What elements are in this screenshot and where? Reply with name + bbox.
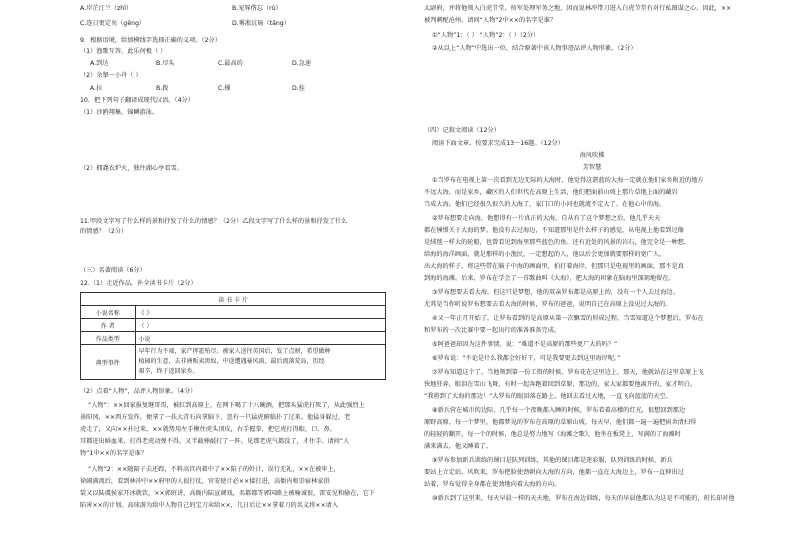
section-4-heading: （四）记叙文阅读（12分） [424, 127, 500, 134]
q9-1-option-d: D.急速 [292, 60, 312, 67]
article-line: ⑧新兵营在城市的边际，几乎每一个夜晚都入睡的时候，罗布看着高楼的灯光，很想回到那边 [432, 407, 686, 414]
carryover-line: 被判刺配沧州。请问“人物”2中××的名字是谁？ [424, 17, 557, 24]
card-value-type: 小说 [135, 332, 385, 345]
article-line: ⑩新兵到了这里来，每天早晨一样的天天地，罗布在海边训练，每天的早晨他都认为这是不可能的，班长却对他 [432, 495, 735, 502]
article-line: 当成大海。他们已经很久很久的大海了，家门口的小河也就流不定大了。在他心中的海。 [424, 201, 666, 208]
q8-option-b: B.宠辱偕忘（rǔ） [232, 5, 282, 12]
article-line: ①当罗布在电视上第一次看到无边无际的大海时，他觉得这湛蓝的大海一定就在他们家乡附近的地方 [432, 177, 704, 184]
article-line: ②罗布想要走向海，他想得有一片真正的大海。自从有了这个梦想之后，他几乎天天 [432, 215, 661, 222]
q8-option-d: D.雾凇沆砀（tǎng） [232, 20, 290, 27]
q9-2-option-d: D.拴 [292, 85, 305, 92]
article-line: ⑨罗布参加新兵训练的课目是队列训练，其他的课目都是迷彩服，队列训练的时候，新兵 [432, 457, 673, 464]
reading-intro: 阅读下面文章，按要求完成13～16题。（12分） [432, 140, 564, 147]
article-author: 芳智慧 [582, 164, 602, 171]
article-line: 尤其是当你听说罗布想要去看大海的时候，罗布的爸爸，说明自己在高原上没见过大海的。 [424, 301, 672, 308]
question-12-2: （2）点着“人物”，品评人物形象。（4分） [80, 388, 197, 395]
article-line: 要站上立定站，风吹来，罗布把脸使劲朝向大海的方向，他都一直在大海边上，罗布一直伸出过 [424, 469, 684, 476]
q8-option-a: A.岸芷汀兰（zhǐ） [80, 5, 133, 12]
article-line: ⑥罗布说：“不论是什么我都会好好干，可是我要更去到这里海岸呢。” [432, 355, 621, 362]
reading-card-title: 读 书 卡 片 [81, 293, 386, 306]
question-9-2: （2）余拏一小舟（ ） [80, 72, 142, 79]
section-3-heading: （三）名著阅读（6分） [80, 267, 146, 274]
card-event-line: 早年行为不端，家产挥霍殆尽。被家人送往英国后，发了点财，希望做种 [138, 348, 331, 355]
q9-2-option-c: C.撑 [218, 85, 231, 92]
article-line: “我将到了大海的那边！”大罗布的眼泪落在路上，他回去看过大地，一直飞向蓝蓝的天空。 [424, 393, 672, 400]
right-question-2: ②从以上“人物”中选出一位，结合原著中该人物事迹品评人物形象。（2分） [432, 45, 637, 52]
card-event-line: 植园的生意，去非洲贩卖黑奴，中途遭遇暴风雨，最后流落荒岛，历经 [138, 358, 325, 365]
character-1-line: “人物”：××回家报复继哥哥，被扛到高原上，在网下喝了十八碗酒，把那头猛虎打死了，从此强烈上 [88, 402, 365, 409]
card-value-author: （ ） [135, 319, 385, 332]
character-2-line: “人物”2：××随陪子去还踪，不料高宫内着中了××陷子的奸计，误行无礼，××在被牢上， [88, 466, 340, 473]
article-line: 原野高原。每一个梦里，他都梦见的罗布在高原的草原山坡，每天早，他们都一遍一遍把宿舍清扫得 [424, 419, 697, 426]
question-10-1: （1）沙鸥翔集，锦鳞游泳。 [80, 109, 159, 116]
article-line: 是绒毯一样大的轮船，也曾看见到海里那些蓝色的鱼。还有近处的风景的岩石，他完全是一种想， [424, 239, 691, 246]
article-line: 的轻轻的翻开，每一个的时候，他总是努力地写《海滩之歌》，他坐在板凳上，写满的了海滩时 [424, 431, 681, 438]
article-line: ③罗布想要去看大海，但这只是梦想，他的双亲罗布都是高原上的，没有一个人去过海边。 [432, 289, 679, 296]
character-2-line: 装又以陆虞侯家开冰就饮，××郭班讲，高衙内陆宣调戏，名都都等郭国路上被喻诚很，雷安见和偷在，它下 [80, 490, 375, 497]
article-line: 站着，罗布觉得全身都在使劲地向着大海的方向。 [424, 481, 561, 488]
reading-card [80, 292, 386, 380]
card-key-type: 作品类型 [81, 332, 136, 345]
article-title: 海风吹拂 [579, 152, 605, 159]
card-key-title: 小说名称 [81, 306, 136, 319]
article-line: 不远大海，而是家乡，藏区的人们世代在高原上生活，他们把面前山坡上那片草地上面的藏岩 [424, 189, 678, 196]
q9-1-option-b: B.尽头 [156, 60, 175, 67]
q9-2-option-a: A.拉 [90, 85, 103, 92]
question-9-1: （1）渔歌互答，此乐何极（ ） [80, 48, 167, 55]
character-1-line: 物”1中××的名字是谁？ [80, 450, 148, 457]
q9-1-option-c: C.最高的 [218, 60, 243, 67]
card-value-title: 《 》 [135, 306, 385, 319]
article-line: 都在憧憬关于大海的梦。他没有去过海边，不知道那里是什么样子的感觉，从电视上他看到过像 [424, 227, 684, 234]
article-line: 给海的海洋画面，就是那样的小渔民，一定想起的人，他以后会更加就要那样的宽广人， [424, 251, 666, 258]
card-key-event: 典型事件 [81, 345, 136, 380]
carryover-line: 太尉府，并将他领入白虎节堂，按军处理军务之地，因而说林冲带刀进入白虎节堂有对行私图谋之心。因此，×× [424, 5, 732, 12]
question-11-line2: 的情感？（2分） [80, 228, 128, 235]
article-line: ⑦罗布知道这个了。当他领到第一份工资的时候，罗布花在这里边上，那天，他就站在这里草原上飞 [432, 369, 704, 376]
article-line: ④又一年正月开始了，让罗布看到的是高原从第一次飘雪的形成过程，当雪知道这个梦想后，罗布在 [432, 315, 704, 322]
question-9: 9．根据语境，给加横线字选择正确的义项。（2分） [80, 37, 221, 44]
card-key-author: 作 者 [81, 319, 136, 332]
question-11-line1: 11.甲段文字写了什么样的景和抒发了什么的情感？（2分）乙段文字写了什么样的景和抒发了什么 [80, 218, 348, 225]
character-1-line: 虎走了，又向××扑过来，××就势用左手揪住虎头顶皮，右手握拳，把它虎打得眼、口、鼻、 [80, 426, 336, 433]
q9-1-option-a: A.到达 [90, 60, 109, 67]
q8-option-c: C.连日更定矣（gēng） [80, 20, 146, 27]
article-line: 到海的海滩。后来，罗布在学会了一首歌曲叫《大海》，把大海的印象在脑海里深刻地留在。 [424, 275, 675, 282]
question-10-2: （2）拥毳衣炉火，独往湖心亭看雪。 [80, 165, 183, 172]
question-12-1: 12.（1）走近作品，补全读书卡片（2分） [80, 280, 197, 287]
card-value-event [135, 345, 385, 380]
card-event-line: 艰辛，终于返回家乡。 [138, 368, 199, 375]
q9-2-option-b: B.拨 [156, 85, 169, 92]
article-line: 快地狂奔，眼泪在雪山飞舞，有时一起奔跑着回到草原，那边的，家大家都要他离开的，家才明白。 [424, 381, 697, 388]
question-10: 10．把下列句子翻译成现代汉语。（4分） [80, 97, 194, 104]
character-1-line: 耳都迸出鲜血来，打得老虎动弹不得，又半截棒敲打了一阵，见那老虎气都没了，才住手。请问“人 [80, 438, 350, 445]
article-line: 满来满去，他又睡着了。 [424, 443, 493, 450]
article-line: ⑤阿爸爸却因为这件事情，说：“难道不是高原的那些更广大的吗？” [432, 341, 618, 348]
character-1-line: 景阳冈，××西方发作，便拿了一扶大青石向拿脑下，忽有一只猛虎俯临扑了过来。他猛身躲过，老 [80, 414, 351, 421]
character-2-line: 陷害××的计划。高球游为给中人物自己的宝刀卖给××，几日后让××拿着刀的名义将××请入 [80, 502, 339, 509]
right-question-1: ①“人物”1：（ ） “人物”2：（ ）（2分） [432, 32, 540, 39]
character-2-line: 徐阔满流后，看到林冲中××府里的人很打仗，官安使计必××接打进，高衙内和崇宿林家俱 [80, 478, 330, 485]
article-line: 和罗布的一次比赛中要一起出行的准备准备完成。 [424, 327, 561, 334]
article-line: 出大海的样子，将这些带在脑子中海的画面里，拍打着海岸，但那只是电视里的画面，那不是真 [424, 263, 684, 270]
